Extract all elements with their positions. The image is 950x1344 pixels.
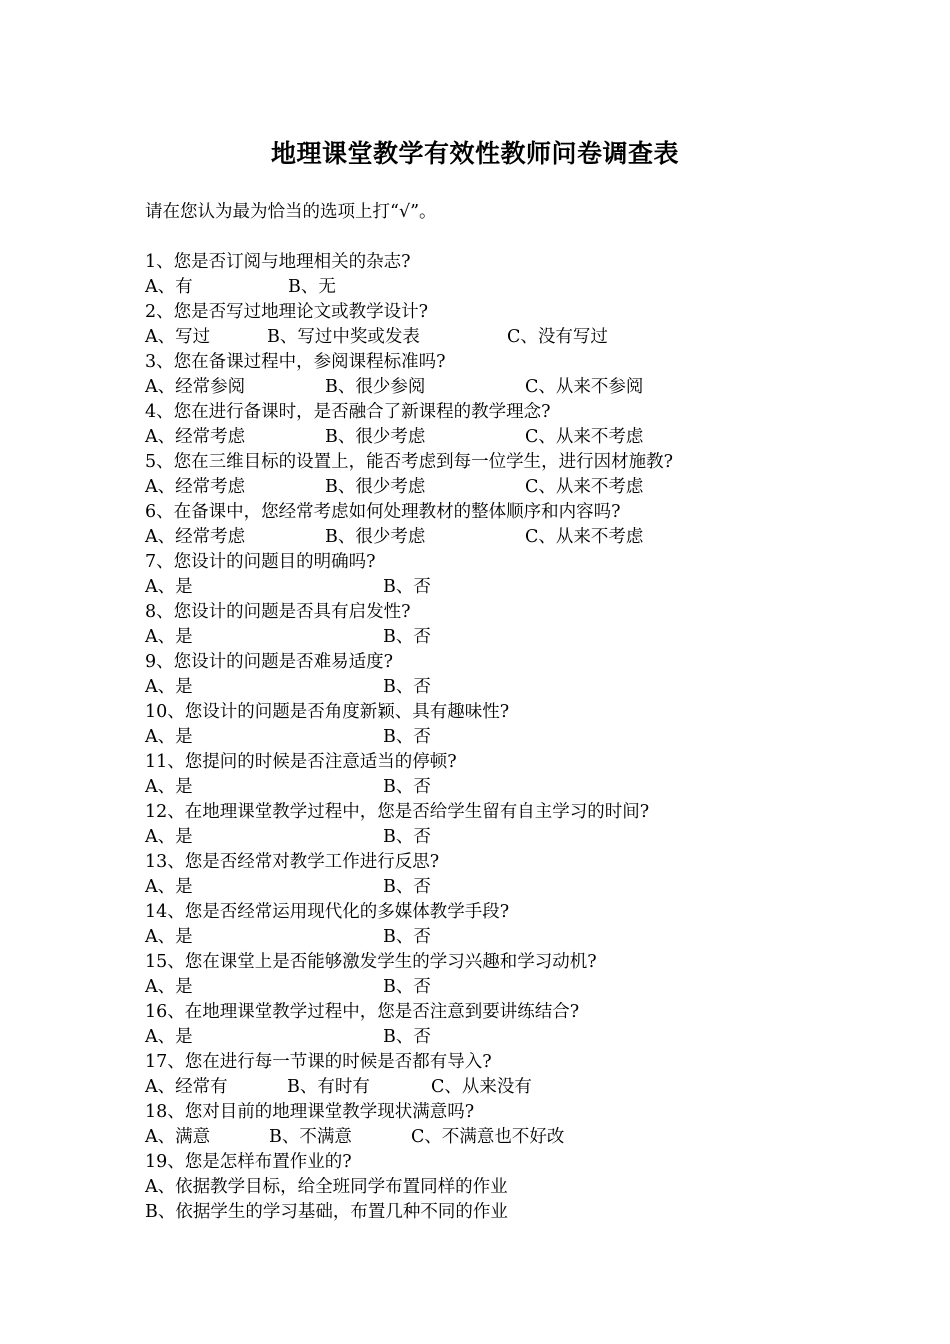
question-text: 18、您对目前的地理课堂教学现状满意吗? <box>145 1102 475 1122</box>
answer-options <box>145 1025 925 1050</box>
question-list <box>145 250 925 1225</box>
answer-option[interactable]: B、有时有 <box>287 1077 370 1097</box>
answer-option[interactable]: C、从来没有 <box>431 1077 532 1097</box>
answer-option[interactable]: C、不满意也不好改 <box>411 1127 565 1147</box>
question-item <box>145 450 925 500</box>
answer-option[interactable]: B、否 <box>383 927 431 947</box>
question-text: 1、您是否订阅与地理相关的杂志? <box>145 252 411 272</box>
answer-option[interactable]: A、经常有 <box>145 1077 228 1097</box>
question-item <box>145 1150 925 1225</box>
question-text: 2、您是否写过地理论文或教学设计? <box>145 302 429 322</box>
answer-option[interactable]: B、否 <box>383 577 431 597</box>
question-text: 8、您设计的问题是否具有启发性? <box>145 602 411 622</box>
answer-option[interactable]: B、否 <box>383 777 431 797</box>
answer-option[interactable]: A、写过 <box>145 327 211 347</box>
answer-options <box>145 1175 925 1225</box>
question-item <box>145 700 925 750</box>
instruction-text: 请在您认为最为恰当的选项上打“√”。 <box>145 202 437 222</box>
answer-option[interactable]: A、是 <box>145 977 193 997</box>
question-item <box>145 850 925 900</box>
answer-option[interactable]: A、依据教学目标，给全班同学布置同样的作业 <box>145 1177 508 1197</box>
answer-option[interactable]: A、是 <box>145 627 193 647</box>
question-text: 5、您在三维目标的设置上，能否考虑到每一位学生，进行因材施教? <box>145 452 674 472</box>
question-item <box>145 800 925 850</box>
answer-option[interactable]: B、否 <box>383 827 431 847</box>
answer-option[interactable]: A、是 <box>145 827 193 847</box>
answer-options <box>145 375 925 400</box>
question-item <box>145 500 925 550</box>
answer-option[interactable]: C、从来不考虑 <box>525 527 644 547</box>
answer-options <box>145 575 925 600</box>
answer-option[interactable]: A、经常考虑 <box>145 477 246 497</box>
question-item <box>145 1100 925 1150</box>
answer-option[interactable]: B、很少参阅 <box>325 377 426 397</box>
answer-option[interactable]: B、否 <box>383 727 431 747</box>
answer-option[interactable]: A、是 <box>145 577 193 597</box>
question-text: 11、您提问的时候是否注意适当的停顿? <box>145 752 457 772</box>
answer-option[interactable]: B、很少考虑 <box>325 477 426 497</box>
question-text: 12、在地理课堂教学过程中，您是否给学生留有自主学习的时间? <box>145 802 650 822</box>
question-text: 3、您在备课过程中，参阅课程标准吗? <box>145 352 446 372</box>
answer-option[interactable]: B、很少考虑 <box>325 527 426 547</box>
question-text: 17、您在进行每一节课的时候是否都有导入? <box>145 1052 492 1072</box>
question-text: 13、您是否经常对教学工作进行反思? <box>145 852 440 872</box>
question-item <box>145 650 925 700</box>
answer-option[interactable]: A、有 <box>145 277 193 297</box>
question-item <box>145 900 925 950</box>
answer-options <box>145 525 925 550</box>
answer-options <box>145 1125 925 1150</box>
answer-options <box>145 425 925 450</box>
answer-option[interactable]: B、否 <box>383 677 431 697</box>
question-item <box>145 350 925 400</box>
answer-option[interactable]: B、不满意 <box>269 1127 352 1147</box>
answer-option[interactable]: A、经常考虑 <box>145 427 246 447</box>
answer-options <box>145 775 925 800</box>
answer-options <box>145 675 925 700</box>
answer-options <box>145 975 925 1000</box>
answer-option[interactable]: B、否 <box>383 627 431 647</box>
answer-option[interactable]: A、是 <box>145 777 193 797</box>
answer-option[interactable]: B、很少考虑 <box>325 427 426 447</box>
answer-option[interactable]: A、是 <box>145 877 193 897</box>
question-text: 10、您设计的问题是否角度新颖、具有趣味性? <box>145 702 510 722</box>
document-title: 地理课堂教学有效性教师问卷调查表 <box>270 139 679 168</box>
answer-options <box>145 275 925 300</box>
answer-options <box>145 1075 925 1100</box>
question-text: 19、您是怎样布置作业的? <box>145 1152 352 1172</box>
answer-options <box>145 725 925 750</box>
answer-option[interactable]: A、经常参阅 <box>145 377 246 397</box>
question-text: 4、您在进行备课时，是否融合了新课程的教学理念? <box>145 402 551 422</box>
answer-option[interactable]: B、依据学生的学习基础，布置几种不同的作业 <box>145 1202 508 1222</box>
answer-option[interactable]: A、满意 <box>145 1127 211 1147</box>
answer-option[interactable]: B、否 <box>383 877 431 897</box>
question-text: 16、在地理课堂教学过程中，您是否注意到要讲练结合? <box>145 1002 580 1022</box>
question-item <box>145 1050 925 1100</box>
answer-option[interactable]: C、从来不考虑 <box>525 427 644 447</box>
answer-option[interactable]: A、是 <box>145 1027 193 1047</box>
answer-option[interactable]: C、从来不参阅 <box>525 377 644 397</box>
question-item <box>145 950 925 1000</box>
question-item <box>145 400 925 450</box>
answer-option[interactable]: A、是 <box>145 677 193 697</box>
answer-options <box>145 325 925 350</box>
answer-option[interactable]: C、从来不考虑 <box>525 477 644 497</box>
question-text: 15、您在课堂上是否能够激发学生的学习兴趣和学习动机? <box>145 952 597 972</box>
answer-options <box>145 625 925 650</box>
question-text: 7、您设计的问题目的明确吗? <box>145 552 376 572</box>
question-text: 6、在备课中，您经常考虑如何处理教材的整体顺序和内容吗? <box>145 502 621 522</box>
answer-option[interactable]: B、无 <box>288 277 336 297</box>
answer-option[interactable]: A、是 <box>145 927 193 947</box>
answer-option[interactable]: B、否 <box>383 977 431 997</box>
question-text: 9、您设计的问题是否难易适度? <box>145 652 394 672</box>
answer-option[interactable]: A、经常考虑 <box>145 527 246 547</box>
question-item <box>145 250 925 300</box>
answer-option[interactable]: B、否 <box>383 1027 431 1047</box>
answer-options <box>145 825 925 850</box>
answer-options <box>145 925 925 950</box>
answer-options <box>145 475 925 500</box>
question-item <box>145 550 925 600</box>
answer-option[interactable]: C、没有写过 <box>507 327 608 347</box>
question-item <box>145 300 925 350</box>
question-item <box>145 600 925 650</box>
answer-option[interactable]: B、写过中奖或发表 <box>267 327 420 347</box>
question-text: 14、您是否经常运用现代化的多媒体教学手段? <box>145 902 510 922</box>
question-item <box>145 1000 925 1050</box>
answer-options <box>145 875 925 900</box>
answer-option[interactable]: A、是 <box>145 727 193 747</box>
question-item <box>145 750 925 800</box>
